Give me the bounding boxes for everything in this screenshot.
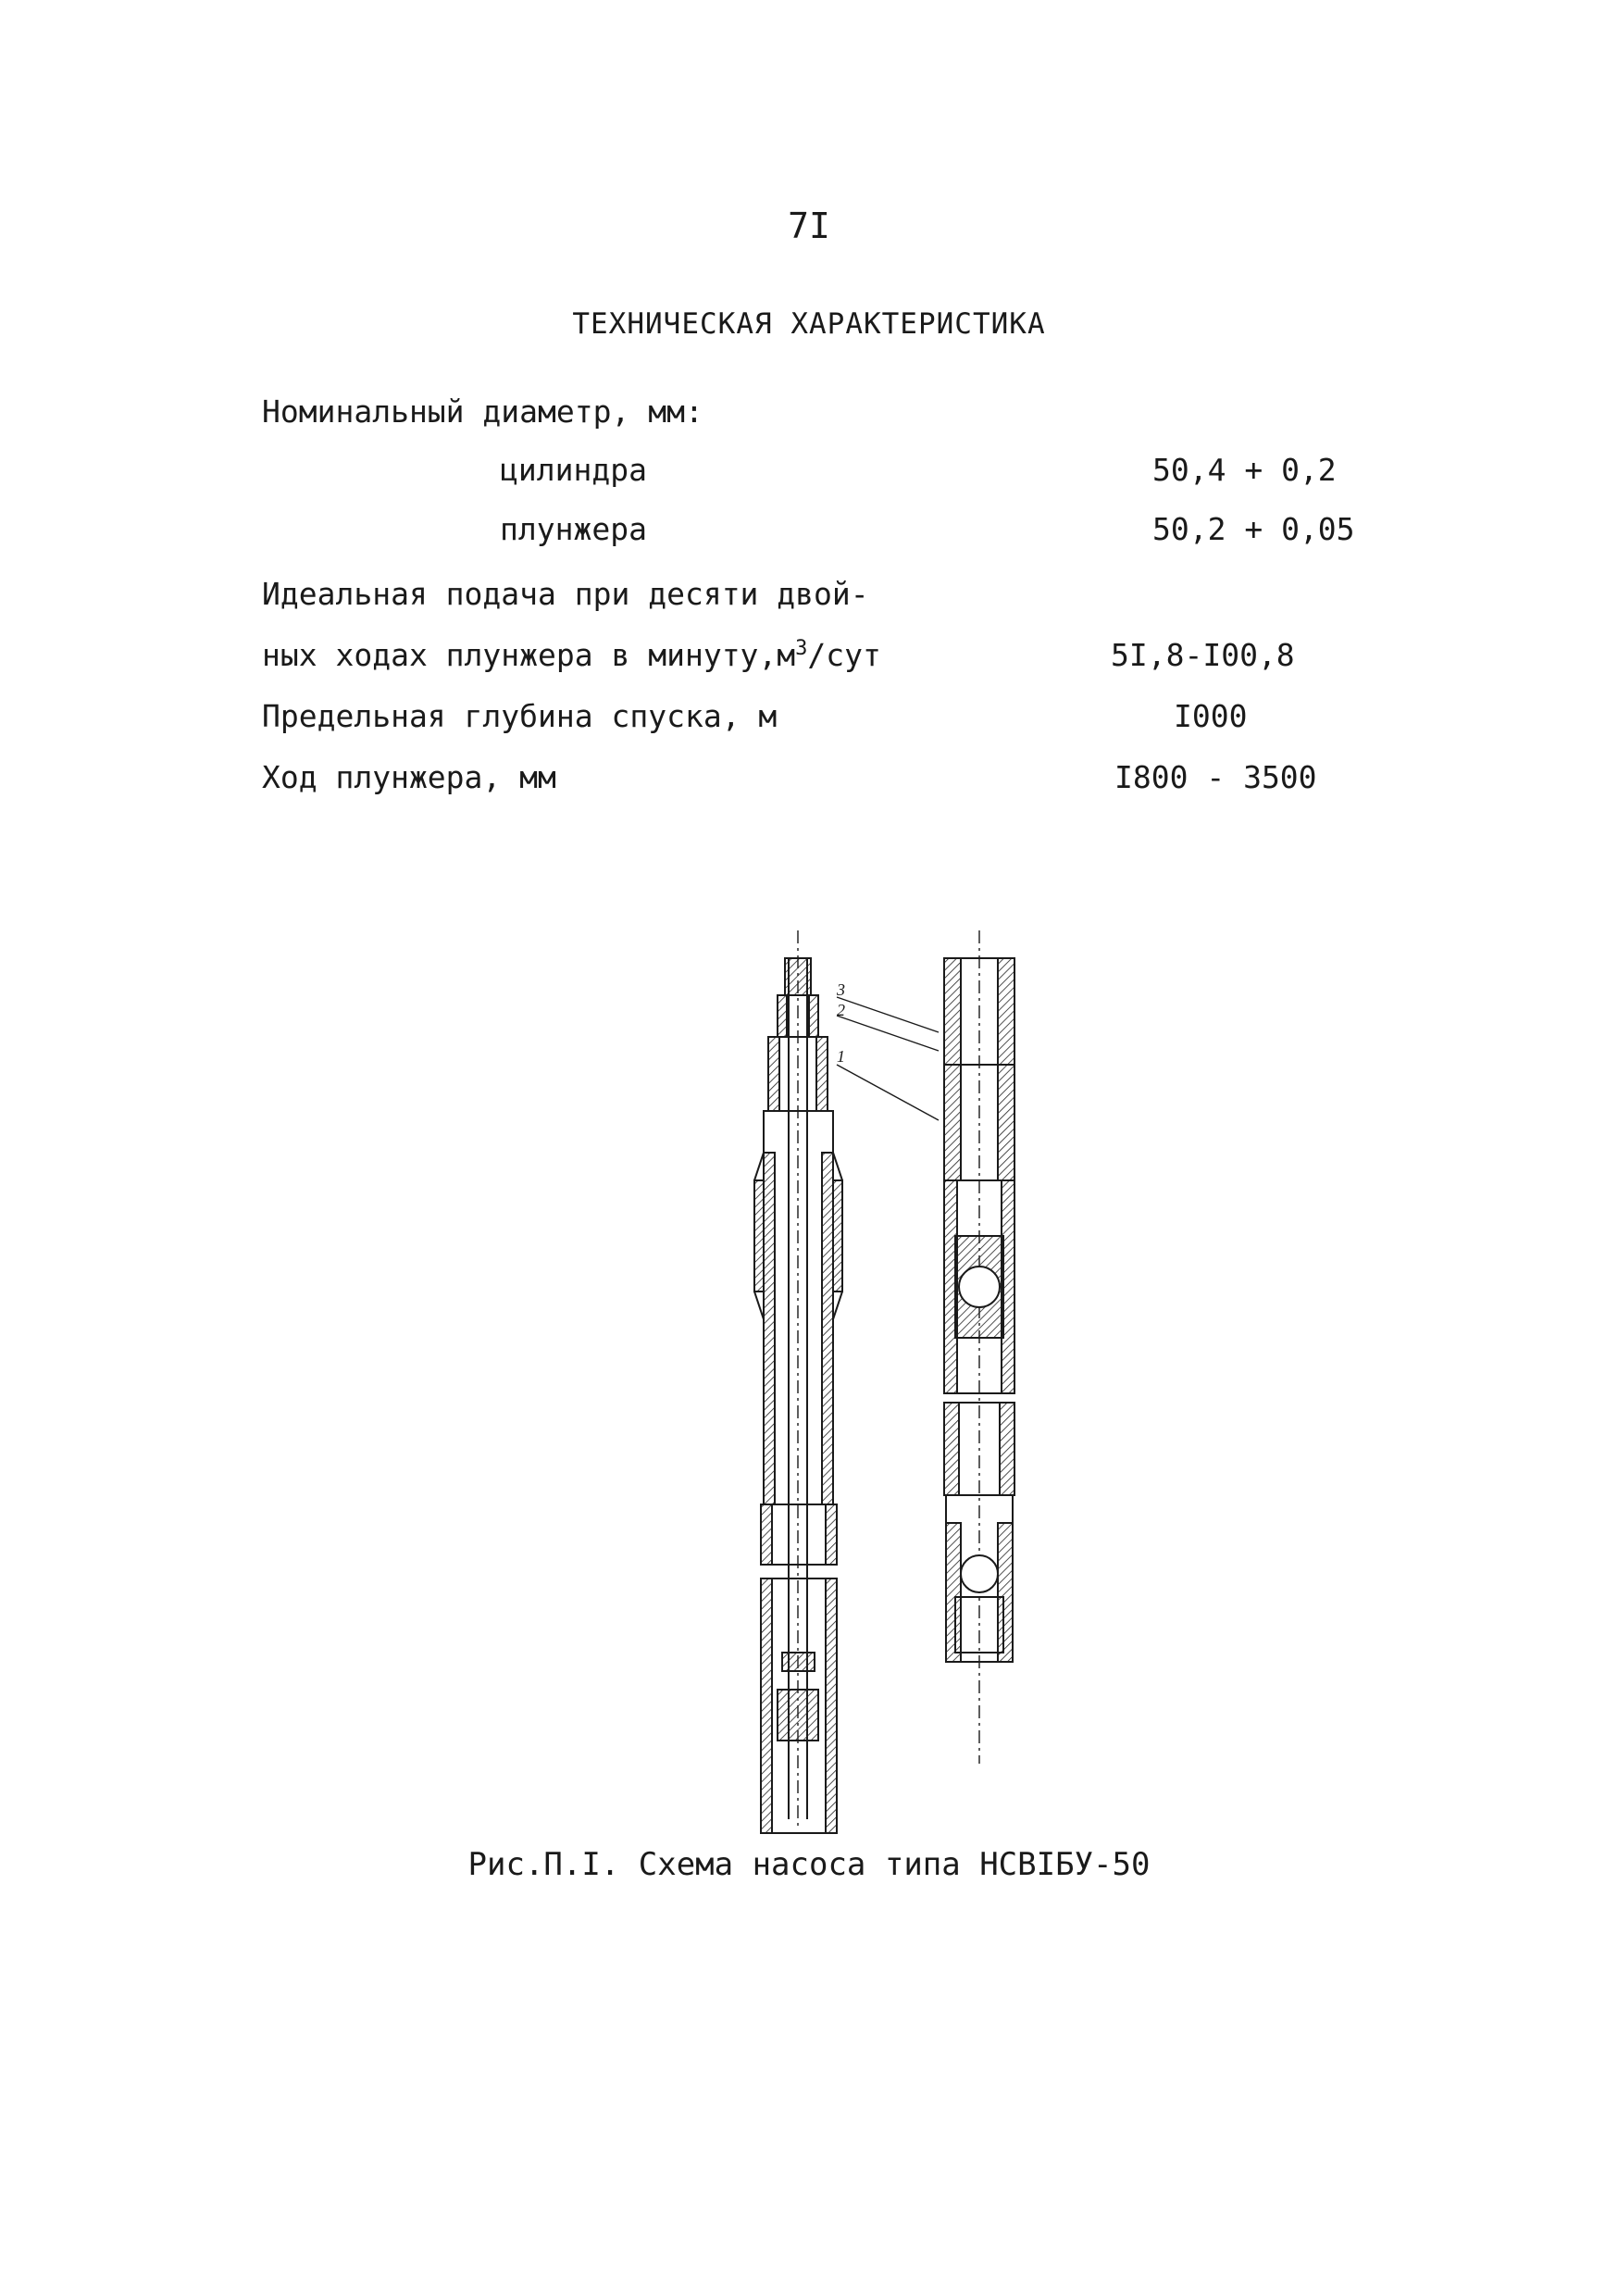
spec-value: 50,4 + 0,2 [1152,452,1337,488]
page-number: 7I [788,206,830,246]
section-title: ТЕХНИЧЕСКАЯ ХАРАКТЕРИСТИКА [572,307,1046,341]
spec-value: I000 [1174,698,1248,734]
spec-label: плунжера [500,511,647,547]
spec-row [0,576,1618,622]
pump-diagram [741,930,1055,1847]
spec-value: I800 - 3500 [1114,759,1317,795]
spec-label: Предельная глубина спуска, м [262,698,778,734]
spec-value: 5I,8-I00,8 [1111,637,1295,673]
spec-label: Номинальный диаметр, мм: [262,393,703,430]
spec-row [0,393,1618,440]
spec-row [0,759,1618,805]
spec-row [0,637,1618,683]
spec-row [0,698,1618,744]
spec-row [0,452,1618,498]
callout-2: 2 [837,1001,845,1019]
spec-value: 50,2 + 0,05 [1152,511,1355,547]
spec-label [262,637,881,673]
superscript: 3 [795,637,808,660]
spec-label-text: ных ходах плунжера в минуту,м [262,637,796,673]
callout-3: 3 [837,980,845,999]
figure-caption: Рис.П.I. Схема насоса типа НСВIБУ-50 [467,1846,1151,1883]
spec-label: Идеальная подача при десяти двой- [262,576,869,612]
callout-1: 1 [837,1047,845,1066]
spec-label-tail: /сут [807,637,881,673]
spec-label: цилиндра [500,452,647,488]
spec-row [0,511,1618,557]
spec-label: Ход плунжера, мм [262,759,556,795]
